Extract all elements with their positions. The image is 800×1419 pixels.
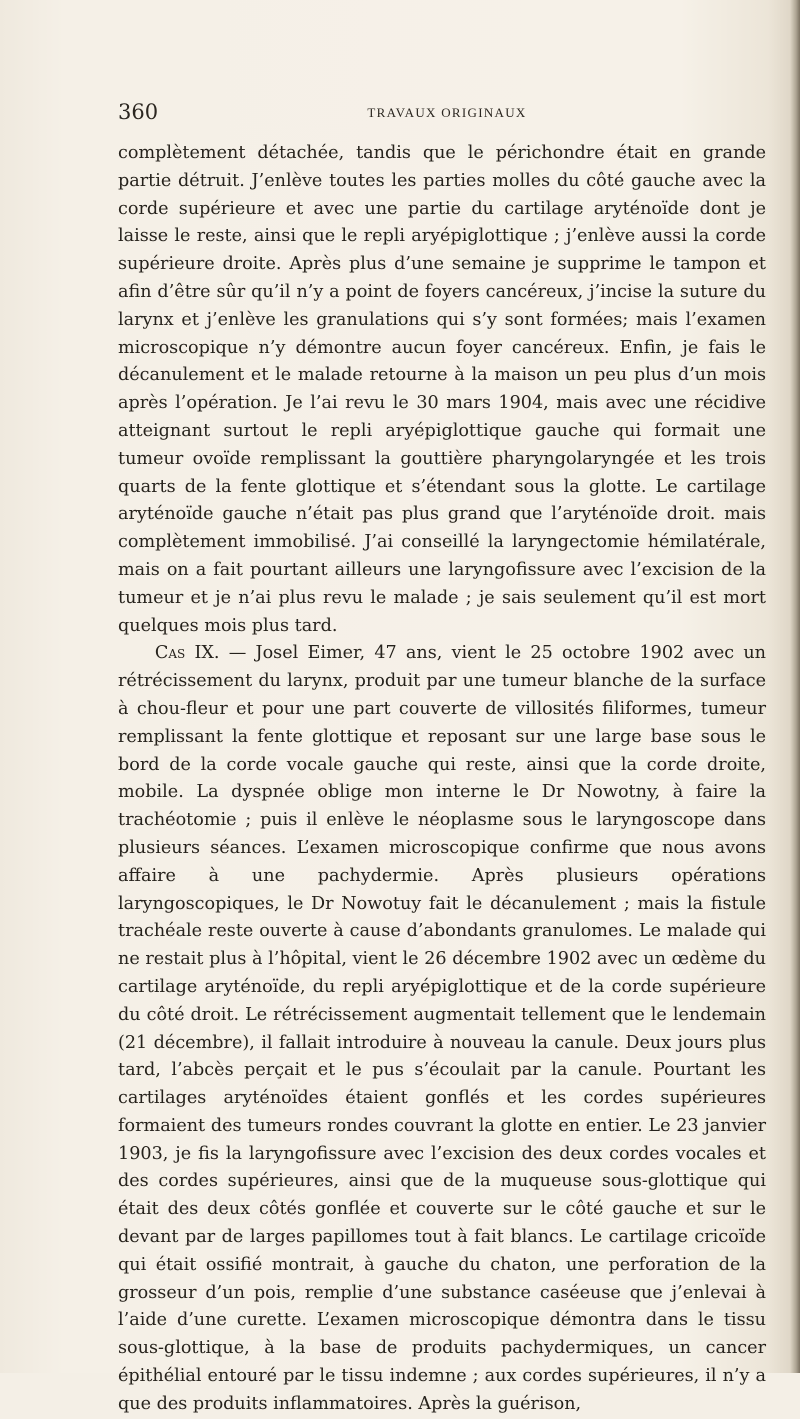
paragraph-case-viii-continuation: complètement détachée, tandis que le périchondre était en grande partie détruit. J’enlève toutes les parties molles du côté gauche avec la corde supérieure et avec une partie du cartilage aryténoïde dont je laisse le reste, ainsi que le repli aryépiglottique ; j’enlève aussi la corde supérieure droite. Après plus d’une semaine je supprime le tampon et afin d’être sûr qu’il n’y a point de foyers cancéreux, j’incise la suture du larynx et j’enlève les granulations qui s’y sont formées; mais l’examen microscopique n’y démontre aucun foyer cancéreux. Enfin, je fais le décanulement et le malade retourne à la maison un peu plus d’un mois après l’opération. Je l’ai revu le 30 mars 1904, mais avec une récidive atteignant surtout le repli aryépiglottique gauche qui formait une tumeur ovoïde remplissant la gouttière pharyngolaryngée et les trois quarts de la fente glottique et s’étendant sous la glotte. Le cartilage aryténoïde gauche n’était pas plus grand que l’aryténoïde droit. mais complètement immobilisé. J’ai conseillé la laryngectomie hémilatérale, mais on a fait pourtant ailleurs une laryngofissure avec l’excision de la tumeur et je n’ai plus revu le malade ; je sais seulement qu’il est mort quelques mois plus tard. xyxy=(118,143,766,636)
body-text xyxy=(118,140,766,1419)
page-header xyxy=(118,100,766,130)
running-title: TRAVAUX ORIGINAUX xyxy=(367,105,527,120)
case-ix-text: — Josel Eimer, 47 ans, vient le 25 octobre 1902 avec un rétrécissement du larynx, produit par une tumeur blanche de la surface à chou-fleur et pour une part couverte de villosités filiformes, tumeur remplissant la fente glottique et reposant sur une large base sous le bord de la corde vocale gauche qui reste, ainsi que la corde droite, mobile. La dyspnée oblige mon interne le Dr Nowotny, à faire la trachéotomie ; puis il enlève le néoplasme sous le laryngoscope dans plusieurs séances. L’examen microscopique confirme que nous avons affaire à une pachydermie. Après plusieurs opérations laryngoscopiques, le Dr Nowotuy fait le décanulement ; mais la fistule trachéale reste ouverte à cause d’abondants granulomes. Le malade qui ne restait plus à l’hôpital, vient le 26 décembre 1902 avec un œdème du cartilage aryténoïde, du repli aryépiglottique et de la corde supérieure du côté droit. Le rétrécissement augmentait tellement que le lendemain (21 décembre), il fallait introduire à nouveau la canule. Deux jours plus tard, l’abcès perçait et le pus s’écoulait par la canule. Pourtant les cartilages aryténoïdes étaient gonflés et les cordes supérieures formaient des tumeurs rondes couvrant la glotte en entier. Le 23 janvier 1903, je fis la laryngofissure avec l’excision des deux cordes vocales et des cordes supérieures, ainsi que de la muqueuse sous-glottique qui était des deux côtés gonflée et couverte sur le côté gauche et sur le devant par de larges papillomes tout à fait blancs. Le cartilage cricoïde qui était ossifié montrait, à gauche du chaton, une perforation de la grosseur d’un pois, remplie d’une substance caséeuse que j’enlevai à l’aide d’une curette. L’examen microscopique démontra dans le tissu sous-glottique, à la base de produits pachydermiques, un cancer épithélial entouré par le tissu indemne ; aux cordes supérieures, il n’y a que des produits inflammatoires. Après la guérison, xyxy=(118,643,767,1414)
page-number: 360 xyxy=(118,100,159,124)
case-label: Cas IX. xyxy=(154,643,220,664)
paragraph-case-ix xyxy=(118,640,766,1418)
page-edge-shadow xyxy=(790,0,800,1373)
